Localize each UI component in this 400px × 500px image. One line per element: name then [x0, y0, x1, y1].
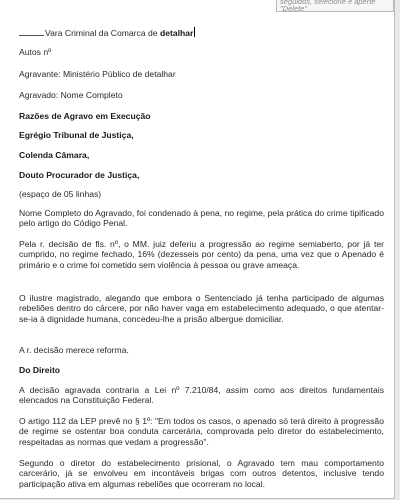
paragraph-3: O ilustre magistrado, alegando que embora o Sentenciado já tenha participado de algumas rebeliões dentro do cárcere, por não haver vaga em estabelecimento adequado, o que atentar-se-ia à dignidade humana, concedeu-lhe a prisão albergue domiciliar.	[19, 293, 384, 324]
spacing-note: (espaço de 05 linhas)	[19, 189, 102, 199]
camara-salutation: Colenda Câmara,	[19, 150, 90, 160]
paragraph-4: A r. decisão merece reforma.	[19, 345, 129, 355]
tooltip-line-1: seguidos, selecione e aperte	[280, 0, 376, 6]
paragraph-6: O artigo 112 da LEP prevê no § 1º: "Em todos os casos, o apenado só terá direito à progressão de regime se ostentar boa conduta carcerária, comprovada pelo diretor do estabelecimento, respeitadas as normas que vedam a progressão".	[19, 416, 384, 447]
agravante-line: Agravante: Ministério Público de detalhar	[19, 69, 176, 79]
paragraph-2: Pela r. decisão de fls. nº, o MM. juiz deferiu a progressão ao regime semiaberto, por já ter cumprido, no regime fechado, 16% (dezesseis por cento) da pena, uma vez que o Apenado é primário e o crime foi cometido sem violência à pessoa ou grave ameaça.	[19, 239, 384, 270]
text-cursor	[194, 27, 195, 37]
tooltip-line-2: "Delete"	[280, 4, 308, 12]
procurador-salutation: Douto Procurador de Justiça,	[19, 170, 140, 180]
agravado-line: Agravado: Nome Completo	[19, 90, 123, 100]
court-name: Vara Criminal da Comarca de	[45, 28, 158, 38]
blank-field[interactable]	[19, 28, 44, 36]
tribunal-salutation: Egrégio Tribunal de Justiça,	[19, 130, 134, 140]
paragraph-7: Segundo o diretor do estabelecimento prisional, o Agravado tem mau comportamento carcerário, já se envolveu em incontáveis brigas com outros detentos, inclusive tendo participação ativa em algumas rebeliões que ocorreram no local.	[19, 458, 384, 489]
tooltip-hint	[276, 0, 394, 12]
court-header	[19, 27, 195, 38]
paragraph-5: A decisão agravada contraria a Lei nº 7.210/84, assim como aos direitos fundamentais elencados na Constituição Federal.	[19, 385, 384, 406]
document-title: Razões de Agravo em Execução	[19, 111, 151, 121]
autos-line: Autos nº	[19, 47, 52, 57]
section-heading-direito: Do Direito	[19, 365, 61, 375]
paragraph-1: Nome Completo do Agravado, foi condenado à pena, no regime, pela prática do crime tipificado pelo artigo do Código Penal.	[19, 208, 384, 229]
court-detail: detalhar	[159, 28, 194, 38]
